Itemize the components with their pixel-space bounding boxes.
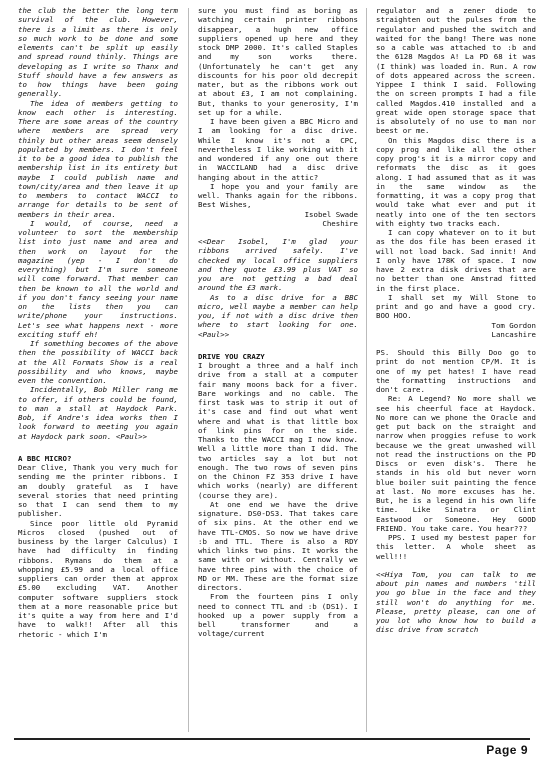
column-divider xyxy=(188,8,189,732)
paragraph: I brought a three and a half inch drive from a stall at a computer fair many moons back for a fiver. Bare workings and no cable. The first task was to strip it out of it's case and find out what went where and what is that little box of link pins for on the side. Thanks to the WACCI mag I now know. Well a little more than I did. The two articles say a lot but not enough. The two rows of seven pins on the Chinon FZ 353 drive I have which works (nearly) are different (course they are). xyxy=(198,361,358,500)
paragraph: The idea of members getting to know each other is interesting. There are some areas of the country where members are spread very thinly but other areas seem densely populated by members. I don't feel it to be a good idea to publish the membership list in its entirety but maybe I could publish name and town/city/area and then leave it up to members to contact WACCI to arrange for details to be sent of members in their area. xyxy=(18,98,178,219)
paragraph: I shall set my Will Stone to print and go and have a good cry. BOO HOO. xyxy=(376,292,536,321)
signature-location: Cheshire xyxy=(322,218,358,228)
signature-name: Tom Gordon xyxy=(491,320,536,330)
signature-location: Lancashire xyxy=(491,329,536,339)
column-right xyxy=(376,6,536,635)
footer-rule xyxy=(14,738,530,740)
paragraph: I would, of course, need a volunteer to sort the membership list into just name and area and then work on layout for the magazine (yep - I don't do everything) but I'm sure someone will come forward. That member can then be known to all the world and if you don't fancy seeing your name on the lists then you can write/phone your instructions. Let's see what happens next - more exciting stuff eh! xyxy=(18,218,178,339)
paragraph: PS. Should this Billy Doo go to print do not mention CP/M. It is one of my pet hates! I have read the formatting instructions and don't care. xyxy=(376,348,536,394)
paragraph: the club the better the long term survival of the club. However, there is a limit as there is only so much work to be done and some elements can't be split up easily and spread round thinly. Things are developing as I write so Thanx and Stuff should have a few answers as to how things have been going generally. xyxy=(18,6,178,99)
column-middle xyxy=(198,6,358,639)
paragraph: Re: A Legend? No more shall we see his cheerful face at Haydock. No more can we phone the Oracle and get put back on the straight and narrow when proggies refuse to work because we the great unwashed will not read the instructions on the PD Discs or even disk's. There he stands in his old but never worn blue boiler suit painting the fence at last. No more excuses has he. But, he is a legend in his own life time. Like Sinatra or Clint Eastwood or Someone. Hey GOOD FRIEND. You take care. You hear??? xyxy=(376,394,536,533)
column-left xyxy=(18,6,178,639)
paragraph: Incidentally, Bob Miller rang me to offer, if others could be found, to man a stall at Haydock Park. Bob, if Andre's idea works then I look forward to meeting you again at Haydock park soon. <Paul>> xyxy=(18,385,178,441)
editor-reply: As to a disc drive for a BBC micro, well maybe a member can help you, if not with a disc drive then where to start looking for one. <Paul>> xyxy=(198,292,358,339)
paragraph: I hope you and your family are well. Thanks again for the ribbons. Best Wishes, xyxy=(198,181,358,210)
paragraph: sure you must find as boring as watching certain printer ribbons disappear, a hugh new office suppliers opened up here and they stock DMP 2000. It's called Staples and my son works there. (Unfortunately he can't get any discounts for his poor old decrepit mater, but as the ribbons work out at about £3, I am not complaining. But, thanks to your generosity, I'm set up for a while. xyxy=(198,6,358,117)
paragraph: regulator and a zener diode to straighten out the pulses from the regulator and pushed the switch and waited for the bang! There was none so a cable was attached to :b and the 6128 Magdos A! La PD 68 it was (I think) was loaded in. Run. A row of dots appeared across the screen. Yippee I think I said. Following the on screen prompts I had a file called Magdos.410 installed and a great wide open storage space that is absolutely of no use to man nor beest or me. xyxy=(376,6,536,136)
article-heading: DRIVE YOU CRAZY xyxy=(198,351,265,361)
paragraph: Since poor little old Pyramid Micros closed (pushed out of business by the larger Calculus) I have had difficulty in finding ribbons. Rymans do them at a whopping £5.99 and a local office suppliers can order them at approx £5.00 excluding VAT. Another computer software suppliers stock them at a more reasonable price but it's quite a way from here and I'd have to walk!! After all this rhetoric - which I'm xyxy=(18,518,178,639)
paragraph: Dear Clive, Thank you very much for sending me the printer ribbons. I am doubly grateful as I have several stories that need printing so that I can send them to my publisher. xyxy=(18,463,178,519)
paragraph: PPS. I used my bestest paper for this letter. A whole sheet as well!!! xyxy=(376,533,536,561)
editor-reply: <<Dear Isobel, I'm glad your ribbons arrived safely. I've checked my local office suppliers and they quote £3.99 plus VAT so you are not getting a bad deal around the £3 mark. xyxy=(198,237,358,293)
column-divider xyxy=(366,8,367,732)
article-heading: A BBC MICRO? xyxy=(18,453,72,463)
paragraph: If something becomes of the above then the possibility of WACCI back at the All Formats Show is a real possibility and who knows, maybe even the convention. xyxy=(18,339,178,385)
paragraph: At one end we have the drive signature. DS0-DS3. That takes care of six pins. At the other end we have TTL-CMOS. So now we have drive :b and TTL. There is also a RDY which links two pins. It works the same with or without. Centrally we have three pins with the choice of MD or MM. These are the format size directors. xyxy=(198,499,358,592)
paragraph: I have been given a BBC Micro and I am looking for a disc drive. While I know it's not a CPC, nevertheless I like working with it and wondered if any one out there in WACCILAND had a disc drive hanging about in the attic? xyxy=(198,117,358,182)
signature-name: Isobel Swade xyxy=(304,209,358,219)
paragraph: On this Magdos disc there is a copy prog and like all the other copy prog's it is a mirror copy and reformats the disc as it goes along. I had assumed that as it was in the same window as the formatting, it was a copy prog that would take what ever and put it neatly into one of the ten sectors with eighty two tracks each. xyxy=(376,135,536,228)
editor-reply: <<Hiya Tom, you can talk to me about pin names and numbers 'till you go blue in the face and they still won't do anything for me. Please, pretty please, can one of you lot who know how to build a disc drive from scratch xyxy=(376,569,536,635)
page-number: Page 9 xyxy=(486,743,528,757)
paragraph: From the fourteen pins I only need to connect TTL and :b (DS1). I hooked up a power supply from a bell transformer and a voltage/current xyxy=(198,592,358,639)
paragraph: I can copy whatever on to it but as the dos file has been erased it will not load back. Sad innit! And I only have 178K of space. I now have 2 extra disk drives that are no better than one Amstrad fitted in the first place. xyxy=(376,228,536,293)
